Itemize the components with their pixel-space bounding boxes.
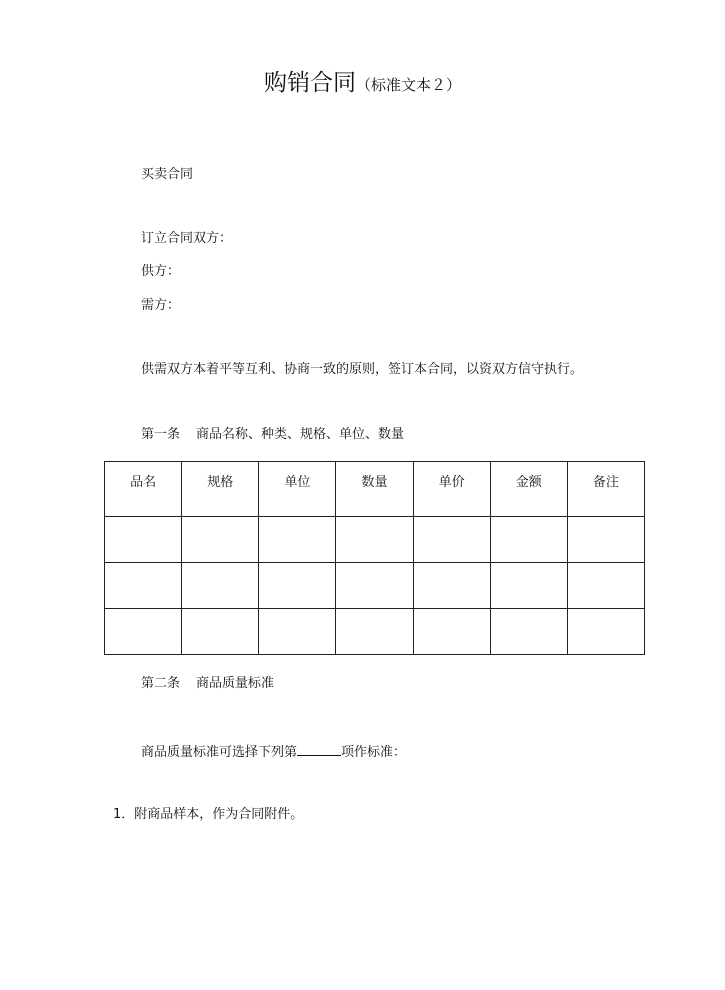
document-title	[0, 64, 725, 97]
article-2-title: 商品质量标准	[196, 676, 275, 691]
table-cell	[182, 517, 259, 563]
table-row	[105, 517, 645, 563]
column-header-amount: 金额	[490, 462, 567, 517]
table-cell	[490, 609, 567, 655]
table-cell	[336, 563, 413, 609]
table-cell	[490, 517, 567, 563]
table-cell	[413, 609, 490, 655]
quality-standard-suffix: 项作标准：	[341, 745, 407, 760]
column-header-specification: 规格	[182, 462, 259, 517]
buyer-label: 需方：	[141, 298, 181, 313]
table-cell	[336, 609, 413, 655]
article-2-heading	[141, 675, 274, 693]
table-cell	[490, 563, 567, 609]
table-cell	[182, 563, 259, 609]
list-item	[113, 806, 303, 824]
document-title-main: 购销合同	[263, 70, 356, 96]
supplier-label: 供方：	[141, 264, 181, 279]
document-title-sub: （标准文本２）	[355, 76, 461, 94]
column-header-product-name: 品名	[105, 462, 182, 517]
parties-heading: 订立合同双方：	[141, 231, 233, 246]
table-cell	[105, 609, 182, 655]
column-header-remarks: 备注	[567, 462, 644, 517]
list-item-text: 附商品样本，作为合同附件。	[134, 807, 304, 822]
fill-in-blank	[297, 741, 341, 756]
quality-standard-prefix: 商品质量标准可选择下列第	[141, 745, 298, 760]
article-1-number: 第一条	[141, 427, 181, 442]
table-row	[105, 563, 645, 609]
table-cell	[259, 563, 336, 609]
table-cell	[413, 563, 490, 609]
table-cell	[567, 563, 644, 609]
column-header-unit: 单位	[259, 462, 336, 517]
table-cell	[567, 609, 644, 655]
quality-standard-line	[141, 741, 406, 762]
article-1-heading	[141, 426, 404, 444]
list-item-number: 1．	[113, 807, 135, 822]
goods-table-header-row	[105, 462, 645, 517]
principle-paragraph: 供需双方本着平等互利、协商一致的原则，签订本合同，以资双方信守执行。	[141, 362, 584, 377]
table-cell	[336, 517, 413, 563]
table-cell	[413, 517, 490, 563]
goods-table	[104, 461, 645, 655]
column-header-unit-price: 单价	[413, 462, 490, 517]
contract-type: 买卖合同	[141, 167, 194, 182]
table-cell	[567, 517, 644, 563]
table-row	[105, 609, 645, 655]
table-cell	[259, 517, 336, 563]
table-cell	[259, 609, 336, 655]
column-header-quantity: 数量	[336, 462, 413, 517]
table-cell	[105, 517, 182, 563]
table-cell	[182, 609, 259, 655]
article-2-number: 第二条	[141, 676, 181, 691]
table-cell	[105, 563, 182, 609]
article-1-title: 商品名称、种类、规格、单位、数量	[196, 427, 405, 442]
